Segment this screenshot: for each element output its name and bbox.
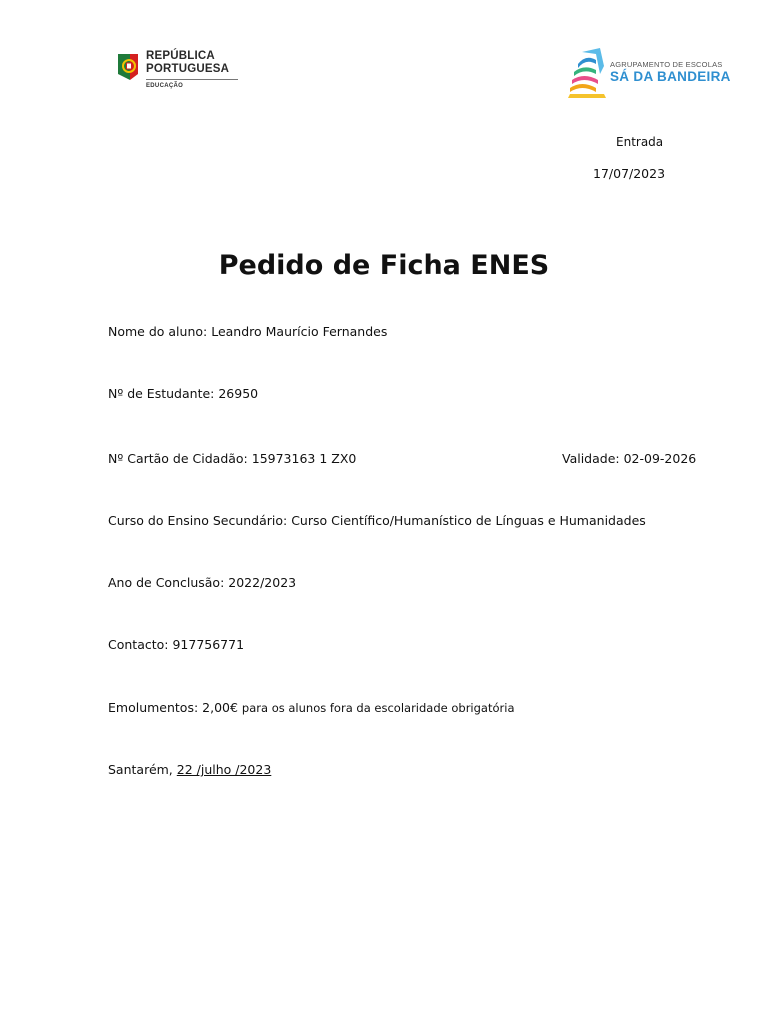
republica-portuguesa-logo [116, 50, 236, 96]
field-fees [108, 700, 515, 715]
place-date-line [108, 762, 271, 777]
portugal-emblem-icon [116, 52, 140, 82]
school-logo-line1: AGRUPAMENTO DE ESCOLAS [610, 60, 723, 69]
place-name: Santarém, [108, 762, 177, 777]
field-citizen-card: Nº Cartão de Cidadão: 15973163 1 ZX0 [108, 451, 357, 466]
signed-date: 22 /julho /2023 [176, 762, 272, 777]
entrada-date: 17/07/2023 [593, 166, 666, 181]
open-book-icon [566, 44, 610, 100]
field-contact: Contacto: 917756771 [108, 637, 245, 652]
fees-amount: Emolumentos: 2,00€ [108, 700, 242, 715]
entrada-label: Entrada [616, 135, 664, 149]
field-student-number: Nº de Estudante: 26950 [108, 386, 259, 401]
logo-line-republica: REPÚBLICA [146, 50, 215, 62]
field-course: Curso do Ensino Secundário: Curso Científico/Humanístico de Línguas e Humanidades [108, 513, 646, 528]
fees-note: para os alunos fora da escolaridade obrigatória [241, 701, 515, 715]
logo-divider [146, 79, 238, 80]
logo-subtitle-educacao: EDUCAÇÃO [146, 83, 184, 89]
school-logo-line2: SÁ DA BANDEIRA [610, 69, 731, 84]
field-completion-year: Ano de Conclusão: 2022/2023 [108, 575, 297, 590]
school-logo [566, 44, 731, 102]
field-validity: Validade: 02-09-2026 [562, 451, 697, 466]
logo-line-portuguesa: PORTUGUESA [146, 63, 230, 75]
page-title: Pedido de Ficha ENES [218, 250, 550, 281]
field-student-name: Nome do aluno: Leandro Maurício Fernandes [108, 324, 388, 339]
